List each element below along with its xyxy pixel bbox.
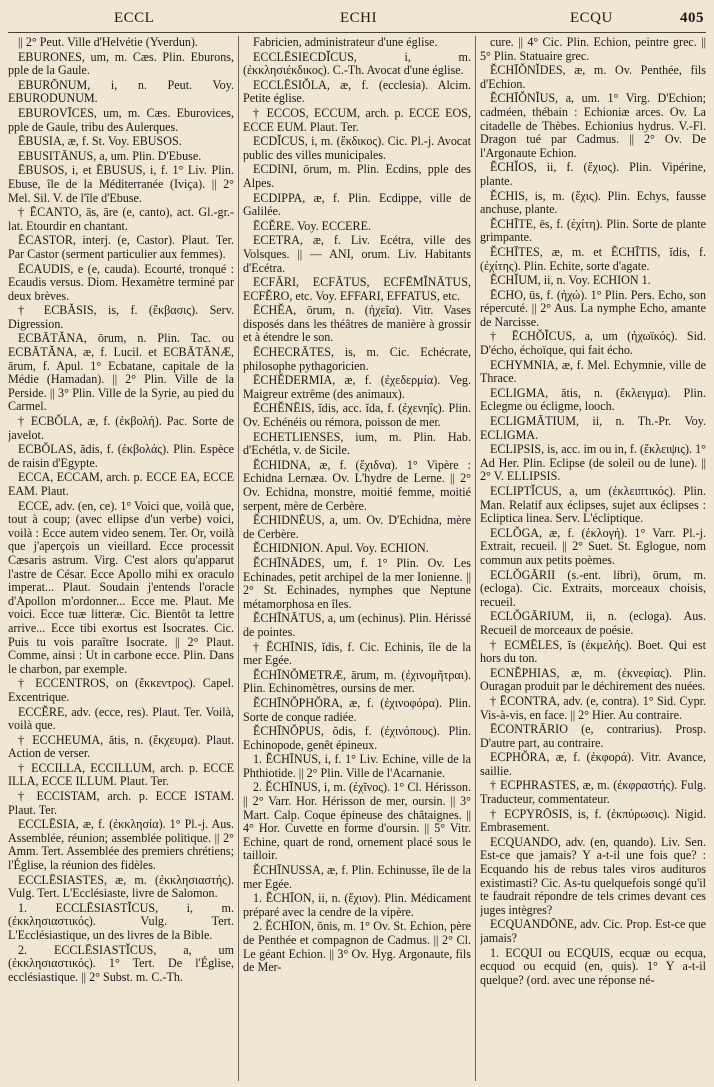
dictionary-entry: ĔCHĪŎNĬUS, a, um. 1° Virg. D'Echion; cadméen, thébain : Echioniæ arces. Ov. La citadelle de Thèbes. Echionius hydrus. V.-Fl. Dragon tué par Cadmus. || 2° Ov. De l'Argonaute Echion.	[480, 91, 706, 160]
dictionary-entry: 1. ECCLĒSIASTĬCUS, i, m. (ἐκκλησιαστικός). Vulg. Tert. L'Ecclésiastique, un des livres de la Bible.	[8, 900, 234, 942]
header-rule	[8, 32, 706, 33]
dictionary-entry: ECBŎLAS, ădis, f. (ἐκβολάς). Plin. Espèce de raisin d'Egypte.	[8, 442, 234, 470]
dictionary-entry: † ĔCHĪNIS, ĭdis, f. Cic. Echinis, île de la mer Egée.	[243, 639, 471, 668]
dictionary-entry: ĒCĔRE. Voy. ECCERE.	[253, 218, 372, 233]
dictionary-entry: ĒCHECRĀTES, is, m. Cic. Echécrate, philosophe pythagoricien.	[243, 345, 471, 373]
dictionary-entry: ECLIGMA, ătis, n. (ἔκλειγμα). Plin. Eclegme ou écligme, looch.	[480, 385, 706, 414]
dictionary-entry: † ECCHEUMA, ătis, n. (ἔκχευμα). Plaut. Action de verser.	[8, 732, 234, 761]
dictionary-entry: ECCLĒSIŎLA, æ, f. (ecclesia). Alcim. Petite église.	[243, 77, 471, 106]
dictionary-entry: ECDINI, ōrum, m. Plin. Ecdins, pple des Alpes.	[243, 162, 471, 190]
running-header	[14, 10, 704, 30]
dictionary-entry: ĔCHĪNŎMETRÆ, ārum, m. (ἐχινομῆτραι). Plin. Echinomètres, oursins de mer.	[243, 667, 471, 696]
header-right-guideword: ECQU	[570, 10, 613, 26]
dictionary-entry: ECDĬCUS, i, m. (ἔκδικος). Cic. Pl.-j. Avocat public des villes municipales.	[243, 134, 471, 162]
page-number: 405	[680, 10, 704, 26]
dictionary-entry: ECPHŎRA, æ, f. (ἐκφορά). Vitr. Avance, saillie.	[480, 750, 706, 778]
dictionary-entry: ĔCHĬUM, ii, n. Voy. ECHION 1.	[490, 273, 651, 288]
dictionary-entry: ECHYMNIA, æ, f. Mel. Echymnie, ville de Thrace.	[480, 357, 706, 386]
dictionary-entry: † ĒCANTO, ās, āre (e, canto), act. Gl.-gr.-lat. Etourdir en chantant.	[8, 205, 234, 233]
dictionary-entry: ECLIPTĬCUS, a, um (ἐκλειπτικός). Plin. Man. Relatif aux éclipses, sujet aux éclipses : Ecliptica linea. Serv. L'écliptique.	[480, 484, 706, 526]
dictionary-entry: EBUROVĪCES, um, m. Cæs. Eburovices, pple de Gaule, tribu des Aulerques.	[8, 105, 234, 134]
dictionary-entry: ECHETLIENSES, ium, m. Plin. Hab. d'Echétla, v. de Sicile.	[243, 429, 471, 458]
dictionary-entry: ECCA, ECCAM, arch. p. ECCE EA, ECCE EAM. Plaut.	[8, 470, 234, 498]
dictionary-entry: ĔCHIS, is, m. (ἔχις). Plin. Echys, fausse anchuse, plante.	[480, 188, 706, 217]
dictionary-entry: || 2° Peut. Ville d'Helvétie (Yverdun).	[18, 36, 198, 49]
header-left-guideword: ECCL	[114, 10, 155, 26]
dictionary-entry: ĒCONTRĀRIO (e, contrarius). Prosp. D'autre part, au contraire.	[480, 722, 706, 750]
dictionary-entry: ĒCAUDIS, e (e, cauda). Ecourté, tronqué : Ecaudis versus. Diom. Hexamètre terminé par deux brèves.	[8, 261, 234, 303]
dictionary-entry: ĔCHĪŎNĬDES, æ, m. Ov. Penthée, fils d'Echion.	[480, 63, 706, 91]
dictionary-entry: ECFĀRI, ECFĀTUS, ECFĒMĬNĀTUS, ECFĔRO, etc. Voy. EFFARI, EFFATUS, etc.	[243, 275, 471, 303]
dictionary-entry: ECCĔRE, adv. (ecce, res). Plaut. Ter. Voilà, voilà que.	[8, 704, 234, 733]
dictionary-entry: ĒCHĔNĒIS, ĭdis, acc. ĭda, f. (ἐχενηΐς). Plin. Ov. Echénéis ou rémora, poisson de mer.	[243, 401, 471, 430]
dictionary-entry: ĔCHĪNĀDES, um, f. 1° Plin. Ov. Les Echinades, petit archipel de la mer Ionienne. || 2° St. Echinades, nymphes que Neptune métamorphosa en îles.	[243, 555, 471, 611]
dictionary-entry: EBURŌNUM, i, n. Peut. Voy. EBURODUNUM.	[8, 77, 234, 106]
dictionary-entry: ECQUANDO, adv. (en, quando). Liv. Sen. Est-ce que jamais? Y a-t-il une fois que? : Ecquando his de rebus tales viros audituros existimasti? Cic. As-tu quelquefois songé qu'il te faudrait répondre de tels crimes devant ces juges intègres?	[480, 834, 706, 917]
dictionary-entry: ĔCHĪTE, ēs, f. (ἐχίτη). Plin. Sorte de plante grimpante.	[480, 216, 706, 245]
header-center-guideword: ECHI	[340, 10, 377, 26]
column-3	[480, 36, 706, 1081]
dictionary-entry: ECLŎGĀRIUM, ii, n. (ecloga). Aus. Recueil de morceaux de poésie.	[480, 609, 706, 637]
dictionary-entry: ECCLĒSIECDĬCUS, i, m. (ἐκκλησιέκδικος). C.-Th. Avocat d'une église.	[243, 49, 471, 78]
dictionary-entry: † ECPHRASTES, æ, m. (ἐκφραστής). Fulg. Traducteur, commentateur.	[480, 778, 706, 807]
dictionary-entry: Fabricien, administrateur d'une église.	[253, 36, 438, 49]
dictionary-entry: ĒCHĔA, ōrum, n. (ἠχεῖα). Vitr. Vases disposés dans les théâtres de manière à grossir et à étendre le son.	[243, 303, 471, 345]
dictionary-entry: † ECCOS, ECCUM, arch. p. ECCE EOS, ECCE EUM. Plaut. Ter.	[243, 105, 471, 134]
dictionary-entry: 2. ECCLĒSIASTĬCUS, a, um (ἐκκλησιαστικός). 1° Tert. De l'Église, ecclésiastique. || 2° Subst. m. C.-Th.	[8, 942, 234, 984]
dictionary-entry: ECLŎGA, æ, f. (ἐκλογή). 1° Varr. Pl.-j. Extrait, recueil. || 2° Suet. St. Eglogue, nom commun aux petits poèmes.	[480, 525, 706, 567]
dictionary-entry: ECBĀTĂNA, ōrum, n. Plin. Tac. ou ECBĀTĂNA, æ, f. Lucil. et ECBĀTĀNÆ, ārum, f. Apul. 1° Ecbatane, capitale de la Médie (Hamadan). || 2° Plin. Ville de la Perside. || 3° Plin. Ville de la Syrie, au pied du Carmel.	[8, 331, 234, 414]
dictionary-entry: ECQUANDŌNE, adv. Cic. Prop. Est-ce que jamais?	[480, 917, 706, 945]
dictionary-entry: † ECCISTAM, arch. p. ECCE ISTAM. Plaut. Ter.	[8, 789, 234, 817]
column-divider	[238, 36, 239, 1081]
dictionary-entry: ECCLĒSIA, æ, f. (ἐκκλησία). 1° Pl.-j. Aus. Assemblée, réunion; assemblée politique. || 2° Amm. Tert. Assemblée des premiers chrétiens; l'Église, la réunion des fidèles.	[8, 817, 234, 873]
dictionary-entry: ĔCHIDNA, æ, f. (ἔχιδνα). 1° Vipère : Echidna Lernæa. Ov. L'hydre de Lerne. || 2° Ov. Echidna, monstre, moitié femme, moitié serpent, mère de Cerbère.	[243, 457, 471, 513]
dictionary-entry: ĒCHĔDERMIA, æ, f. (ἐχεδερμία). Veg. Maigreur extrême (des animaux).	[243, 373, 471, 401]
dictionary-entry: ĒBUSIA, æ, f. St. Voy. EBUSOS.	[18, 134, 182, 149]
dictionary-entry: 2. ĔCHĪON, ŏnis, m. 1° Ov. St. Echion, père de Penthée et compagnon de Cadmus. || 2° Cl. Le géant Echion. || 3° Ov. Hyg. Argonaute, fils de Mer-	[243, 919, 471, 975]
dictionary-entry: † ECCENTROS, on (ἔκκεντρος). Capel. Excentrique.	[8, 676, 234, 704]
dictionary-entry: 1. ĔCHĪON, ii, n. (ἔχιον). Plin. Médicament préparé avec la cendre de la vipère.	[243, 891, 471, 919]
dictionary-entry: ECNĔPHIAS, æ, m. (ἐκνεφίας). Plin. Ouragan produit par le déchirement des nuées.	[480, 665, 706, 694]
dictionary-entry: EBURONES, um, m. Cæs. Plin. Eburons, pple de la Gaule.	[8, 49, 234, 78]
dictionary-entry: ECETRA, æ, f. Liv. Ecétra, ville des Volsques. || — ANI, orum. Liv. Habitants d'Ecétra.	[243, 233, 471, 275]
dictionary-entry: ECDIPPA, æ, f. Plin. Ecdippe, ville de Galilée.	[243, 190, 471, 219]
dictionary-entry: cure. || 4° Cic. Plin. Echion, peintre grec. || 5° Plin. Statuaire grec.	[480, 36, 706, 63]
column-divider	[475, 36, 476, 1081]
dictionary-entry: ECCE, adv. (en, ce). 1° Voici que, voilà que, tout à coup; (avec ellipse d'un verbe) voici, voilà : Ecce autem video senem. Ter. Or, voilà que j'aperçois un vieillard. Ecce processit Cæsaris astrum. Virg. C'est alors qu'apparut l'astre de César. Ecce Apollo mihi ex oraculo imperat... Plaut. Soudain j'entends l'oracle d'Apollon m'ordonner... Ecce me. Plaut. Me voici. Ecce tuæ litteræ. Cic. Bientôt ta lettre arrive... Ecce tibi exortus est Isocrates. Cic. Puis tu vois paraître Isocrate. || 2° Plaut. Comme, ainsi : Ut in carbone ecce. Plin. Dans le charbon, par exemple.	[8, 498, 234, 676]
dictionary-entry: ECLŎGĀRII (s.-ent. libri), ōrum, m. (ecloga). Cic. Extraits, morceaux choisis, recueil.	[480, 567, 706, 609]
dictionary-entry: † ECPYRŌSIS, is, f. (ἐκπύρωσις). Nigid. Embrasement.	[480, 806, 706, 835]
dictionary-entry: † ECBĂSIS, is, f. (ἔκβασις). Serv. Digression.	[8, 303, 234, 331]
dictionary-entry: ĒCASTOR, interj. (e, Castor). Plaut. Ter. Par Castor (serment particulier aux femmes).	[8, 233, 234, 261]
dictionary-entry: † ĒCHŎĬCUS, a, um (ἠχωϊκός). Sid. D'écho, échoïque, qui fait écho.	[480, 329, 706, 358]
column-1	[8, 36, 234, 1081]
dictionary-entry: ĔCHIDNĒUS, a, um. Ov. D'Echidna, mère de Cerbère.	[243, 513, 471, 541]
dictionary-entry: ĔCHĪNĀTUS, a, um (echinus). Plin. Hérissé de pointes.	[243, 611, 471, 639]
dictionary-entry: † ĒCONTRA, adv. (e, contra). 1° Sid. Cypr. Vis-à-vis, en face. || 2° Hier. Au contraire.	[480, 693, 706, 722]
dictionary-entry: ECLIPSIS, is, acc. im ou in, f. (ἔκλειψις). 1° Ad Her. Plin. Eclipse (de soleil ou de lune). || 2° V. ELLIPSIS.	[480, 442, 706, 484]
dictionary-entry: ĔCHIDNION. Apul. Voy. ECHION.	[253, 541, 429, 556]
dictionary-entry: ĔCHĬOS, ii, f. (ἔχιος). Plin. Vipérine, plante.	[480, 160, 706, 188]
dictionary-entry: † ECBŎLA, æ, f. (ἐκβολή). Pac. Sorte de javelot.	[8, 414, 234, 442]
dictionary-entry: ĒCHO, ūs, f. (ἠχώ). 1° Plin. Pers. Echo, son répercuté. || 2° Aus. La nymphe Echo, amante de Narcisse.	[480, 287, 706, 329]
dictionary-entry: ĔCHĪNŎPHŎRA, æ, f. (ἐχινοφόρα). Plin. Sorte de conque radiée.	[243, 695, 471, 724]
dictionary-entry: ĔCHĪNŎPUS, ŏdis, f. (ἐχινόπους). Plin. Echinopode, genêt épineux.	[243, 724, 471, 752]
dictionary-entry: ĒBUSOS, i, et ĒBUSUS, i, f. 1° Liv. Plin. Ebuse, île de la Méditerranée (Iviça). || 2° Mel. Sil. V. de l'île d'Ebuse.	[8, 163, 234, 205]
dictionary-entry: ECLIGMĀTIUM, ii, n. Th.-Pr. Voy. ECLIGMA.	[480, 414, 706, 442]
dictionary-entry: 2. ĔCHĪNUS, i, m. (ἐχῖνος). 1° Cl. Hérisson. || 2° Varr. Hor. Hérisson de mer, oursin. || 3° Mart. Calp. Coque épineuse des châtaignes. || 4° Hor. Cuvette en forme d'oursin. || 5° Vitr. Echine, quart de rond, ornement placé sous le tailloir.	[243, 780, 471, 863]
dictionary-entry: 1. ĔCHĪNUS, i, f. 1° Liv. Echine, ville de la Phthiotide. || 2° Plin. Ville de l'Acarnanie.	[243, 752, 471, 780]
dictionary-entry: ĔCHĪTES, æ, m. et ĔCHĪTIS, ĭdis, f. (ἐχίτης). Plin. Echite, sorte d'agate.	[480, 244, 706, 273]
dictionary-entry: ECCLĒSIASTES, æ, m. (ἐκκλησιαστής). Vulg. Tert. L'Ecclésiaste, livre de Salomon.	[8, 872, 234, 901]
dictionary-entry: EBUSITĀNUS, a, um. Plin. D'Ebuse.	[18, 148, 202, 163]
column-2	[243, 36, 471, 1081]
dictionary-entry: † ECMĒLES, ĭs (ἐκμελής). Boet. Qui est hors du ton.	[480, 637, 706, 666]
dictionary-entry: 1. ECQUI ou ECQUIS, ecquæ ou ecqua, ecquod ou ecquid (en, quis). 1° Y a-t-il quelque? (ord. avec une réponse né-	[480, 945, 706, 987]
dictionary-entry: ĔCHĪNUSSA, æ, f. Plin. Echinusse, île de la mer Egée.	[243, 863, 471, 891]
dictionary-entry: † ECCILLA, ECCILLUM, arch. p. ECCE ILLA, ECCE ILLUM. Plaut. Ter.	[8, 760, 234, 789]
